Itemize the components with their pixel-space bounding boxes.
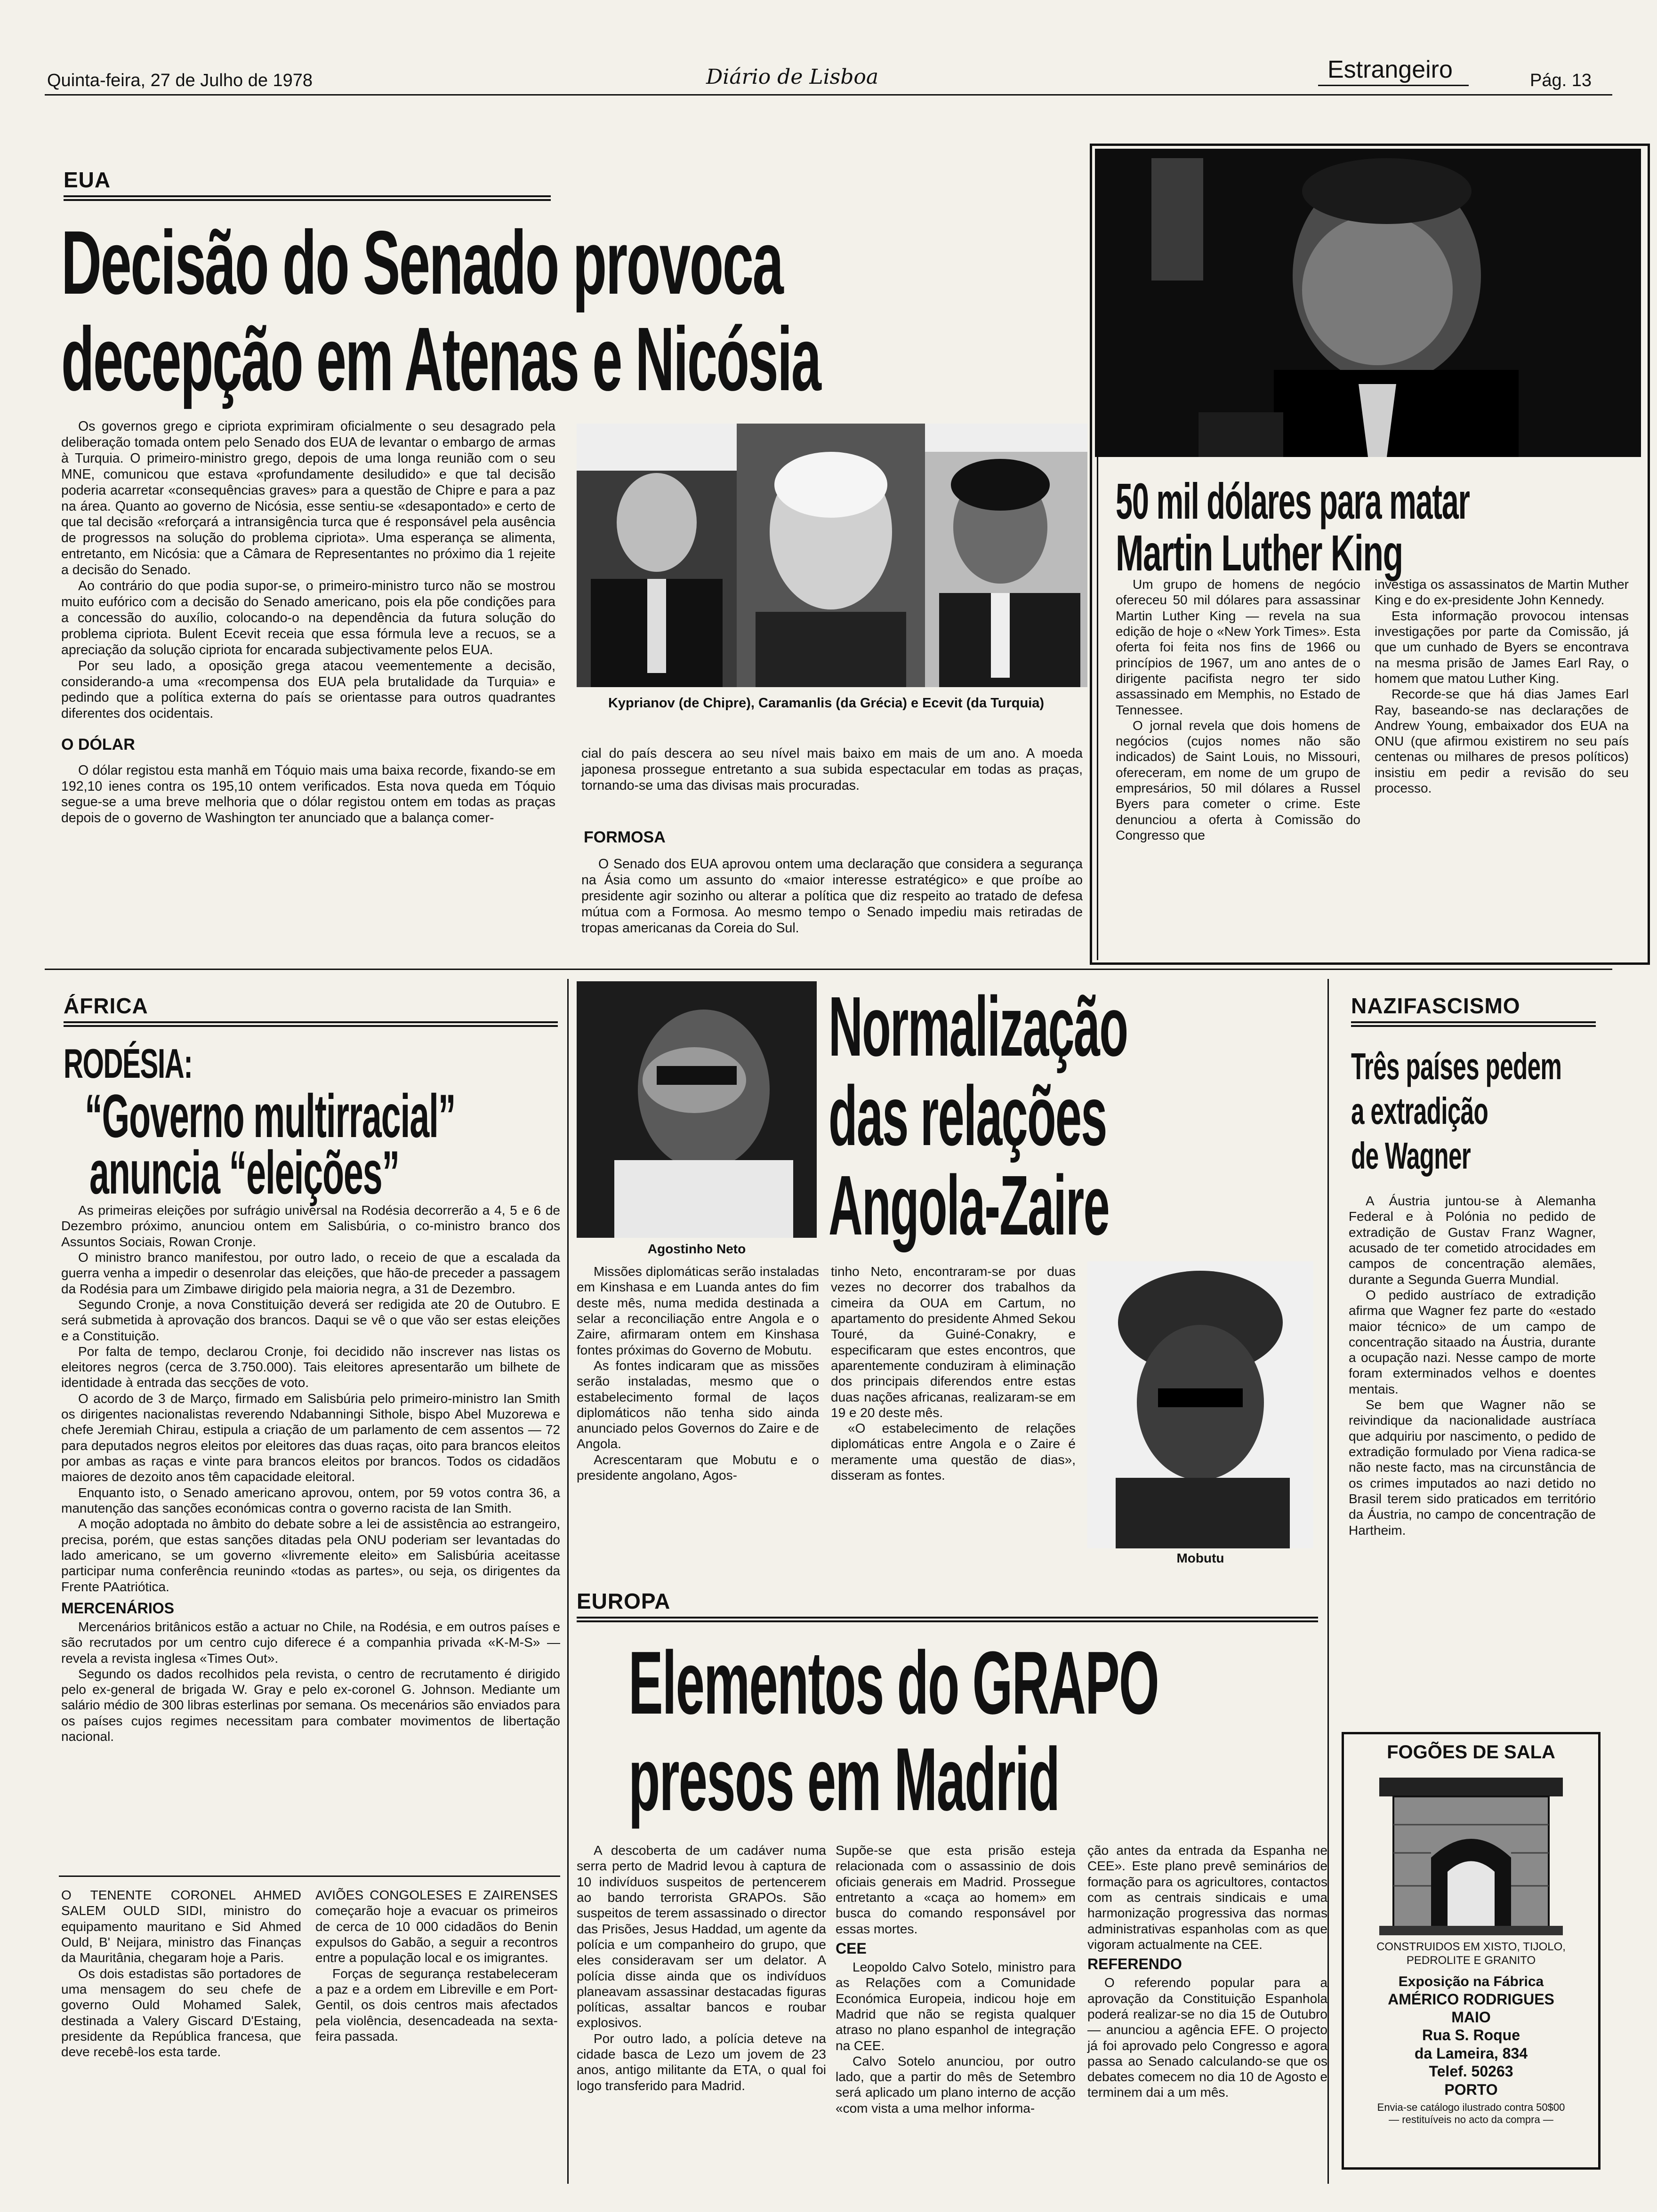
ad-street: Rua S. Roque bbox=[1422, 2027, 1520, 2044]
header-rule-2 bbox=[1318, 85, 1469, 86]
section-nazifascismo: NAZIFASCISMO bbox=[1351, 993, 1596, 1027]
neto-caption: Agostinho Neto bbox=[647, 1242, 746, 1256]
ad-refund: — restituíveis no acto da compra — bbox=[1389, 2114, 1553, 2126]
europa-col-2 bbox=[836, 1843, 1076, 2116]
ad-catalog: Envia-se catálogo ilustrado contra 50$00 bbox=[1377, 2101, 1565, 2113]
nazi-body bbox=[1349, 1193, 1596, 1538]
photo-politicians-art bbox=[577, 424, 1087, 687]
africa-paragraph: Segundo Cronje, a nova Constituição deverá ser redigida ate 20 de Outubro. E será submetida à aprovação dos brancos. Daqui se vê o que vão ser estas eleições e a Constituição. bbox=[61, 1297, 560, 1343]
europa-col-1 bbox=[577, 1843, 826, 2093]
angola-headline-1: Normalização bbox=[828, 979, 1128, 1074]
photo-neto-art bbox=[577, 981, 817, 1238]
nazi-headline-2: a extradição bbox=[1351, 1090, 1488, 1132]
angola-paragraph: tinho Neto, encontraram-se por duas vezes no decorrer dos trabalhos da cimeira da OUA em Cartum, no apartamento do presidente Ahmed Sekou Touré, da Guiné-Conakry, e especificaram que estes encontros, que aparentemente conduziram à eliminação dos principais diferendos entre estas duas nações africanas, realizaram-se em 19 e 20 deste mês. bbox=[831, 1264, 1076, 1420]
eua-paragraph: Por seu lado, a oposição grega atacou veementemente a decisão, considerando-a uma «recompensa dos EUA pela brutalidade da Turquia» e pedindo que a política externa do país se orientasse para outros quadrantes diferentes dos ocidentais. bbox=[61, 658, 555, 721]
mlk-box bbox=[1090, 144, 1650, 965]
photo-mobutu bbox=[1087, 1261, 1313, 1548]
section-divider bbox=[45, 969, 1612, 970]
nazi-headline-1: Três países pedem bbox=[1351, 1045, 1562, 1087]
mlk-paragraph: Esta informação provocou intensas investigações por parte da Comissão, já que um cunhado de Byers se encontrava na mesma prisão de James Earl Ray, o homem que matou Luther King. bbox=[1375, 608, 1629, 686]
eua-body bbox=[61, 419, 555, 826]
ad-phone: Telef. 50263 bbox=[1429, 2063, 1513, 2080]
page-number: Pág. 13 bbox=[1530, 71, 1592, 90]
africa-paragraph: Por falta de tempo, declarou Cronje, foi decidido não inscrever nas listas os eleitores negros (cerca de 3.750.000). Tais eleitores apresentarão um bilhete de identidade à entrada das secções de voto. bbox=[61, 1344, 560, 1390]
eua-headline-2: decepção em Atenas e Nicósia bbox=[61, 308, 820, 409]
merc-paragraph: Segundo os dados recolhidos pela revista, o centro de recrutamento é dirigido pelo ex-general de brigada W. Gray e pelo ex-coronel G. Johnson. Mediante um salário médio de 300 libras esterlinas por semana. Os mecenários são enviados para os países cujos regimes necessitam para combater movimentos de libertação nacional. bbox=[61, 1666, 560, 1744]
cee-paragraph: Calvo Sotelo anunciou, por outro lado, que a partir do mês de Setembro será aplicado um plano interno de acção «com vista a uma melhor informa- bbox=[836, 2053, 1076, 2116]
europa-headline-2: presos em Madrid bbox=[628, 1730, 1060, 1829]
fireplace-icon bbox=[1360, 1768, 1582, 1938]
briefs-rule bbox=[59, 1875, 560, 1877]
angola-paragraph: Missões diplomáticas serão instaladas em Kinshasa e em Luanda antes do fim deste mês, numa medida destinada a selar a reconciliação entre Angola e o Zaire, afirmaram ontem em Kinshasa fontes próximas do Governo de Mobutu. bbox=[577, 1264, 819, 1357]
africa-body bbox=[61, 1202, 560, 1744]
formosa-body bbox=[581, 857, 1083, 937]
mlk-paragraph: investiga os assassinatos de Martin Muther King e do ex-presidente John Kennedy. bbox=[1375, 577, 1629, 608]
europa-col-3 bbox=[1087, 1843, 1327, 2100]
dolar-paragraph: O dólar registou esta manhã em Tóquio mais uma baixa recorde, fixando-se em 192,10 ienes contra os 195,10 ontem verificados. Esta nova queda em Tóquio segue-se a uma breve melhoria que o dólar registou ontem em todas as praças depois de o governo de Washington ter anunciado que a balança comer- bbox=[61, 762, 555, 826]
africa-headline-2: anuncia “eleições” bbox=[89, 1138, 400, 1207]
mlk-paragraph: O jornal revela que dois homens de negócios (cujos nomes não são indicados) de Saint Louis, no Missouri, ofereceram, em nome de um grupo de empresários, 50 mil dólares a Russel Byers para cometer o crime. Este denunciou a oferta à Comissão do Congresso que bbox=[1116, 718, 1360, 842]
mlk-col-1 bbox=[1116, 577, 1360, 843]
mlk-headline-2: Martin Luther King bbox=[1116, 524, 1403, 581]
brief-mauritania bbox=[61, 1887, 301, 2060]
ad-street-2: da Lameira, 834 bbox=[1414, 2044, 1528, 2062]
africa-paragraph: Enquanto isto, o Senado americano aprovou, ontem, por 59 votos contra 36, a manutenção das sanções económicas contra o governo racista de Ian Smith. bbox=[61, 1485, 560, 1515]
brief-benin bbox=[315, 1887, 558, 2044]
section-europa: EUROPA bbox=[577, 1588, 1318, 1622]
europa-paragraph: Supõe-se que esta prisão esteja relacionada com o assassinio de dois oficiais generais em Madrid. Prossegue entretanto a «caça ao homem» em busca do comando responsável por essas mortes. bbox=[836, 1843, 1076, 1936]
cee-subtitle: CEE bbox=[836, 1940, 867, 1957]
politicians-caption: Kyprianov (de Chipre), Caramanlis (da Grécia) e Ecevit (da Turquia) bbox=[608, 696, 1045, 711]
cee-paragraph: Leopoldo Calvo Sotelo, ministro para as Relações com a Comunidade Económica Europeia, indicou hoje em Madrid que não se regista qualquer atraso no plano espanhol de integração na CEE. bbox=[836, 1959, 1076, 2053]
nazi-paragraph: O pedido austríaco de extradição afirma que Wagner fez parte do «estado maior técnico» de um campo de concentração sitaado na Áustria, durante a ocupação nazi. Nesse campo de morte foram exterminados velhos e doentes mentais. bbox=[1349, 1287, 1596, 1396]
africa-kicker: RODÉSIA: bbox=[64, 1040, 193, 1087]
eua-paragraph: Os governos grego e cipriota exprimiram oficialmente o seu desagrado pela deliberação tomada ontem pelo Senado dos EUA de levantar o embargo de armas à Turquia. O primeiro-ministro grego, depois de uma longa reunião com o seu MNE, comunicou que estava «profundamente desiludido» e que tal decisão poderia acarretar «consequências graves» para a questão de Chipre e para a paz na área. Quanto ao governo de Nicósia, esse sentiu-se «desapontado» e certo de que tal decisão «reforçará a intransigência turca que é responsável pela ausência de progressos na solução do problema cipriota». Uma esperança se alimenta, entretanto, em Nicósia: que a Câmara de Representantes no próximo dia 1 rejeite a decisão do Senado. bbox=[61, 419, 555, 578]
header-rule bbox=[45, 94, 1612, 96]
nazi-paragraph: Se bem que Wagner não se reivindique da nacionalidade austríaca que adquiriu por nascimento, o pedido de extradição formulado por Viena radica-se não neste facto, mas na circunstância de os crimes imputados ao nazi detido no Brasil terem sido praticados em território da Áustria, no campo de concentração de Hartheim. bbox=[1349, 1397, 1596, 1538]
photo-mlk bbox=[1095, 149, 1641, 457]
dolar-cont: cial do país descera ao seu nível mais baixo em mais de um ano. A moeda japonesa prossegue entretanto a sua subida espectacular em todas as praças, tornando-se uma das divisas mais procuradas. bbox=[581, 746, 1083, 793]
angola-paragraph: Acrescentaram que Mobutu e o presidente angolano, Agos- bbox=[577, 1452, 819, 1483]
column-rule bbox=[1327, 979, 1329, 2184]
europa-headline-1: Elementos do GRAPO bbox=[628, 1633, 1158, 1733]
brief-paragraph: Os dois estadistas são portadores de uma mensagem do seu chefe de governo Ould Mohamed Salek, destinada a Valery Giscard D'Estaing, presidente da República francesa, que deve recebê-los esta tarde. bbox=[61, 1966, 301, 2060]
mlk-headline-1: 50 mil dólares para matar bbox=[1116, 473, 1470, 529]
ad-title: FOGÕES DE SALA bbox=[1387, 1742, 1555, 1763]
photo-neto bbox=[577, 981, 817, 1238]
column-rule bbox=[567, 979, 569, 2184]
nazi-headline-3: de Wagner bbox=[1351, 1135, 1471, 1177]
merc-subtitle: MERCENÁRIOS bbox=[61, 1599, 175, 1617]
formosa-paragraph: O Senado dos EUA aprovou ontem uma declaração que considera a segurança na Ásia como um assunto do «maior interesse estratégico» e que proíbe ao presidente agir sozinho ou alterar a política que diz respeito ao tratado de defesa mútua com a Formosa. Ao mesmo tempo o Senado impediu mais retiradas de tropas americanas da Coreia do Sul. bbox=[581, 857, 1083, 936]
europa-paragraph: A descoberta de um cadáver numa serra perto de Madrid levou à captura de 10 indivíduos suspeitos de pertencerem ao bando terrorista GRAPOs. São suspeitos de terem assassinado o director das Prisões, Jesus Haddad, um agente da polícia e um companheiro do grupo, que eles consideravam ser um delator. A polícia disse ainda que os indivíduos planeavam assassinar destacadas figuras políticas, assaltar bancos e roubar explosivos. bbox=[577, 1843, 826, 2030]
angola-col-2 bbox=[831, 1264, 1076, 1483]
eua-paragraph: Ao contrário do que podia supor-se, o primeiro-ministro turco não se mostrou muito eufórico com a decisão do Senado americano, pois ela põe condições para a concessão do auxílio, colocando-o na dependência da futura solução do problema cipriota. Bulent Ecevit receia que essa fórmula leve a recuos, se a apreciação da solução cipriota for encarada subjectivamente pelos EUA. bbox=[61, 578, 555, 657]
ad-fireplace-illustration bbox=[1360, 1768, 1582, 1938]
formosa-subtitle: FORMOSA bbox=[584, 828, 666, 846]
mlk-paragraph: Um grupo de homens de negócio ofereceu 50 mil dólares para assassinar Martin Luther King — revela na sua edição de hoje o «New York Times». Esta oferta foi feita nos fins de 1966 ou princípios de 1967, um ano antes de o dirigente pacifista negro ter sido assassinado em Memphis, no Estado de Tennessee. bbox=[1116, 577, 1360, 717]
africa-paragraph: O acordo de 3 de Março, firmado em Salisbúria pelo primeiro-ministro Ian Smith os dirigentes nacionalistas reverendo Ndabanningi Sithole, bispo Abel Muzorewa e chefe Jeremiah Chirau, estipula a criação de um parlamento de cem assentos — 72 para deputados negros eleitos por eleitores das duas raças, oito para brancos eleitos por ambas as raças e vinte para brancos eleitos por brancos. Todos os cidadãos maiores de dezoito anos têm capacidade eleitoral. bbox=[61, 1391, 560, 1484]
photo-politicians bbox=[577, 424, 1087, 687]
ad-fogoes bbox=[1342, 1732, 1601, 2170]
europa-paragraph: ção antes da entrada da Espanha ne CEE». Este plano prevê seminários de formação para os agricultores, contactos com as centrais sindicais e uma harmonização progressiva das normas administrativas espanholas com as que vigoram actualmente na CEE. bbox=[1087, 1843, 1327, 1952]
section-eua: EUA bbox=[64, 167, 551, 201]
section-africa: ÁFRICA bbox=[64, 993, 558, 1027]
referendo-paragraph: O referendo popular para a aprovação da Constituição Espanhola poderá realizar-se no dia 15 de Outubro — anunciou a agência EFE. O projecto já foi aprovado pelo Congresso e agora passa ao Senado calculando-se que os debates comecem no dia 10 de Agosto e terminem dai a um mês. bbox=[1087, 1975, 1327, 2100]
ad-company-2: MAIO bbox=[1451, 2008, 1491, 2026]
africa-headline-1: “Governo multirracial” bbox=[85, 1082, 456, 1150]
europa-paragraph: Por outro lado, a polícia deteve na cidade basca de Lezo um jovem de 23 anos, antigo militante da ETA, o qual foi logo transferido para Madrid. bbox=[577, 2031, 826, 2093]
merc-paragraph: Mercenários britânicos estão a actuar no Chile, na Rodésia, e em outros países e são recrutados por um centro cujo diferece é a companhia privada «K-M-S» — revela a revista inglesa «Times Out». bbox=[61, 1619, 560, 1666]
masthead: Diário de Lisboa bbox=[706, 65, 879, 89]
photo-mobutu-art bbox=[1087, 1261, 1313, 1548]
photo-mlk-art bbox=[1095, 149, 1641, 457]
ad-materials: CONSTRUIDOS EM XISTO, TIJOLO, PEDROLITE E GRANITO bbox=[1376, 1940, 1566, 1967]
referendo-subtitle: REFERENDO bbox=[1087, 1956, 1182, 1973]
nazi-paragraph: A Áustria juntou-se à Alemanha Federal e à Polónia no pedido de extradição de Gustav Franz Wagner, acusado de ter cometido atrocidades em campos de concentração alemães, durante a Segunda Guerra Mundial. bbox=[1349, 1194, 1596, 1287]
mobutu-caption: Mobutu bbox=[1176, 1551, 1224, 1565]
africa-paragraph: A moção adoptada no âmbito do debate sobre a lei de assistência ao estrangeiro, precisa, porém, que estas sanções ditadas pela ONU poderiam ser levantadas do lado americano, se um governo «livremente eleito» em Salisbúria aceitasse participar numa conferência reunindo «todas as partes», ou seja, os dirigentes da Frente PAatriótica. bbox=[61, 1516, 560, 1594]
brief-paragraph: O TENENTE CORONEL AHMED SALEM OULD SIDI, ministro do equipamento mauritano e Sid Ahmed Ould, B' Neijara, ministro das Finanças da Mauritânia, chegaram hoje a Paris. bbox=[61, 1888, 301, 1965]
angola-headline-3: Angola-Zaire bbox=[828, 1158, 1109, 1253]
ad-exposicao: Exposição na Fábrica bbox=[1398, 1973, 1544, 1989]
angola-col-1 bbox=[577, 1264, 819, 1483]
africa-paragraph: O ministro branco manifestou, por outro lado, o receio de que a escalada da guerra venha a impedir o desenrolar das eleições, que hão-de preceder a passagem da Rodésia para um Zimbawe dirigido pela maioria negra, a 31 de Dezembro. bbox=[61, 1250, 560, 1296]
brief-paragraph: Forças de segurança restabeleceram a paz e a ordem em Libreville e em Port-Gentil, os dois centros mais afectados pela violência, desencadeada na sexta-feira passada. bbox=[315, 1966, 558, 2044]
dolar-subtitle: O DÓLAR bbox=[61, 736, 135, 754]
issue-date: Quinta-feira, 27 de Julho de 1978 bbox=[47, 71, 313, 90]
africa-paragraph: As primeiras eleições por sufrágio universal na Rodésia decorrerão a 4, 5 e 6 de Dezembro próximo, anunciou ontem em Salisbúria, o co-ministro branco dos Assuntos Sociais, Rowan Cronje. bbox=[61, 1203, 560, 1249]
page-section: Estrangeiro bbox=[1327, 56, 1453, 83]
mlk-paragraph: Recorde-se que há dias James Earl Ray, baseando-se nas declarações de Andrew Young, embaixador dos EUA na ONU (que afirmou existirem no seu país centenas ou milhares de presos políticos) insistiu em pedir a revisão do seu processo. bbox=[1375, 687, 1629, 796]
mlk-col-2 bbox=[1375, 577, 1629, 796]
angola-paragraph: As fontes indicaram que as missões serão instaladas, mesmo que o estabelecimento formal de laços diplomáticos não tenha sido ainda anunciado pelos Governos do Zaire e de Angola. bbox=[577, 1358, 819, 1451]
eua-headline-1: Decisão do Senado provoca bbox=[61, 212, 783, 313]
brief-paragraph: AVIÕES CONGOLESES E ZAIRENSES começarão hoje a evacuar os primeiros de cerca de 10 000 cidadãos do Benin expulsos do Gabão, a seguir a recontros entre a população local e os imigrantes. bbox=[315, 1888, 558, 1965]
angola-paragraph: «O estabelecimento de relações diplomáticas entre Angola e o Zaire é meramente uma questão de dias», disseram as fontes. bbox=[831, 1421, 1076, 1483]
ad-company: AMÉRICO RODRIGUES bbox=[1388, 1990, 1554, 2008]
angola-headline-2: das relações bbox=[828, 1069, 1107, 1163]
ad-city: PORTO bbox=[1444, 2081, 1498, 2098]
